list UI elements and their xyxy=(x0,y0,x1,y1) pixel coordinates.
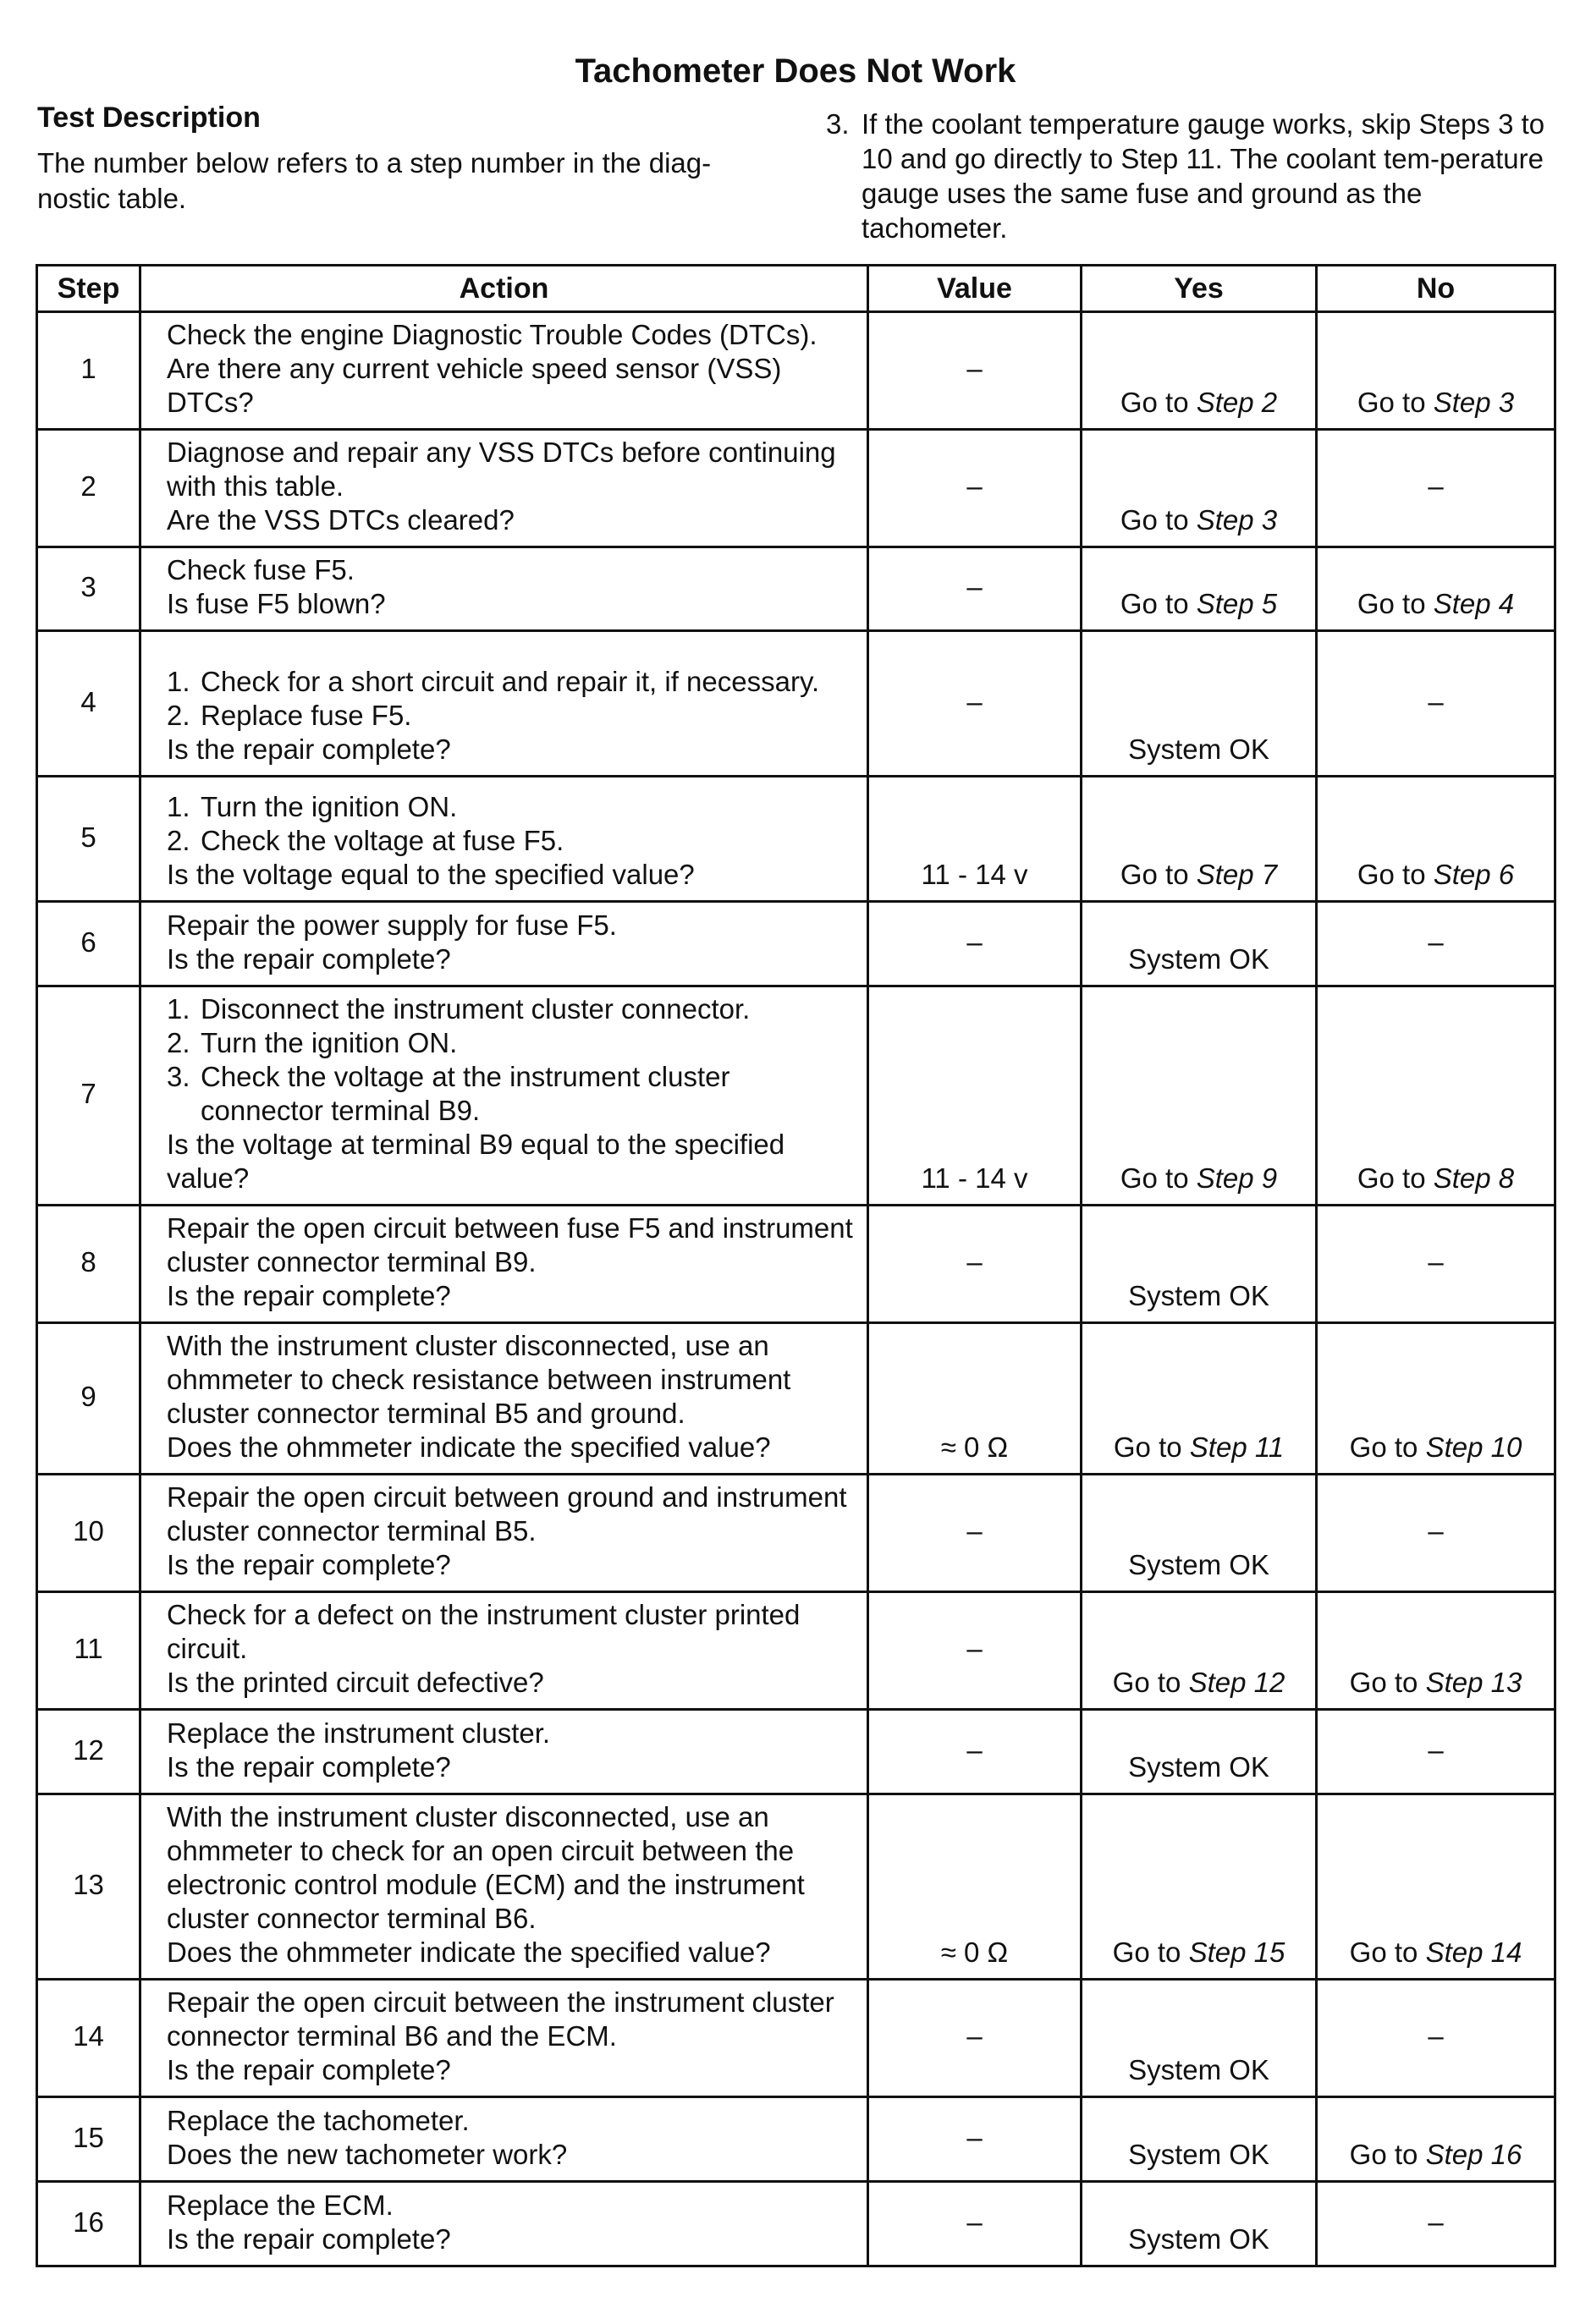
table-row xyxy=(37,1794,1555,1980)
action-line: Check for a defect on the instrument cluster printed circuit. xyxy=(167,1599,801,1664)
table-row xyxy=(37,547,1555,631)
yes-step-ref: Step 15 xyxy=(1188,1937,1285,1968)
header-step: Step xyxy=(37,266,140,312)
action-line: With the instrument cluster disconnected, use an ohmmeter to check for an open circuit between the electronic control module (ECM) and the instrument cluster connector terminal B6. xyxy=(167,1801,805,1934)
step-cell: 13 xyxy=(37,1794,140,1980)
no-text: – xyxy=(1428,2020,1444,2052)
test-description-text: The number below refers to a step number in the diag-nostic table. xyxy=(37,147,712,214)
no-cell xyxy=(1317,430,1555,547)
yes-text: Go to xyxy=(1112,1667,1181,1698)
action-line: Are there any current vehicle speed sensor (VSS) DTCs? xyxy=(167,353,782,418)
header-no: No xyxy=(1317,266,1555,312)
no-text: – xyxy=(1428,470,1444,502)
action-line: With the instrument cluster disconnected, use an ohmmeter to check resistance between instrument cluster connector terminal B5 and ground. xyxy=(167,1330,791,1429)
action-line: Is the repair complete? xyxy=(167,733,451,765)
no-text: Go to xyxy=(1349,2139,1418,2170)
action-list-number: 1. xyxy=(167,993,190,1025)
step-cell: 5 xyxy=(37,777,140,902)
table-row xyxy=(37,777,1555,902)
no-cell xyxy=(1317,777,1555,902)
step-cell: 7 xyxy=(37,986,140,1206)
yes-text: System OK xyxy=(1128,943,1269,975)
yes-cell xyxy=(1082,902,1317,986)
action-list-number: 2. xyxy=(167,825,190,856)
note-text: If the coolant temperature gauge works, skip Steps 3 to 10 and go directly to Step 11. The coolant tem-perature gauge uses the same fuse and ground as the tachometer. xyxy=(862,108,1545,244)
action-line: Repair the open circuit between the instrument cluster connector terminal B6 and the ECM. xyxy=(167,1986,834,2052)
action-line: Repair the power supply for fuse F5. xyxy=(167,909,617,941)
yes-text: Go to xyxy=(1120,859,1189,890)
yes-text: Go to xyxy=(1113,1431,1182,1463)
yes-text: System OK xyxy=(1128,1549,1269,1580)
action-line: Is the repair complete? xyxy=(167,2223,451,2255)
no-text: – xyxy=(1428,1733,1444,1766)
action-line: Are the VSS DTCs cleared? xyxy=(167,504,515,536)
yes-cell xyxy=(1082,1206,1317,1323)
value-cell: – xyxy=(868,631,1082,777)
no-cell xyxy=(1317,1980,1555,2097)
action-list-text: Check the voltage at the instrument cluster connector terminal B9. xyxy=(201,1061,730,1126)
no-step-ref: Step 8 xyxy=(1433,1162,1515,1194)
no-cell xyxy=(1317,1592,1555,1710)
table-row xyxy=(37,631,1555,777)
action-list-item xyxy=(167,665,855,699)
yes-text: System OK xyxy=(1128,1751,1269,1783)
value-cell: 11 - 14 v xyxy=(868,986,1082,1206)
action-line: Replace the tachometer. xyxy=(167,2105,470,2136)
action-list-text: Turn the ignition ON. xyxy=(201,1027,458,1058)
step-cell: 10 xyxy=(37,1475,140,1592)
table-row xyxy=(37,1710,1555,1794)
step-cell: 16 xyxy=(37,2182,140,2266)
action-list-item xyxy=(167,1060,855,1128)
action-line: Does the new tachometer work? xyxy=(167,2139,568,2170)
no-step-ref: Step 16 xyxy=(1425,2139,1522,2170)
action-line: Is the repair complete? xyxy=(167,1549,451,1580)
yes-cell xyxy=(1082,1710,1317,1794)
yes-text: System OK xyxy=(1128,2223,1269,2255)
value-cell: – xyxy=(868,1206,1082,1323)
no-text: Go to xyxy=(1357,387,1426,418)
action-list-item xyxy=(167,992,855,1026)
yes-cell xyxy=(1082,430,1317,547)
yes-text: Go to xyxy=(1120,504,1189,536)
no-text: Go to xyxy=(1349,1937,1418,1968)
table-row xyxy=(37,1323,1555,1475)
yes-cell xyxy=(1082,1794,1317,1980)
action-list-item xyxy=(167,1026,855,1060)
action-line: Check the engine Diagnostic Trouble Codes (DTCs). xyxy=(167,319,818,350)
value-cell: ≈ 0 Ω xyxy=(868,1323,1082,1475)
table-header-row xyxy=(37,266,1555,312)
action-list-number: 1. xyxy=(167,791,190,822)
action-cell xyxy=(140,1710,868,1794)
no-cell xyxy=(1317,631,1555,777)
no-cell xyxy=(1317,1206,1555,1323)
header-yes: Yes xyxy=(1082,266,1317,312)
value-cell: – xyxy=(868,1710,1082,1794)
table-row xyxy=(37,430,1555,547)
action-line: Is the repair complete? xyxy=(167,943,451,975)
test-description-heading: Test Description xyxy=(37,102,261,134)
yes-cell xyxy=(1082,1475,1317,1592)
yes-cell xyxy=(1082,1980,1317,2097)
action-line: Is the repair complete? xyxy=(167,1280,451,1311)
yes-step-ref: Step 11 xyxy=(1189,1431,1285,1463)
action-list-text: Check for a short circuit and repair it, if necessary. xyxy=(201,666,820,697)
yes-cell xyxy=(1082,986,1317,1206)
step-cell: 15 xyxy=(37,2097,140,2182)
action-cell xyxy=(140,1323,868,1475)
action-cell xyxy=(140,2097,868,2182)
yes-text: System OK xyxy=(1128,2139,1269,2170)
no-text: Go to xyxy=(1357,1162,1426,1194)
no-text: – xyxy=(1428,685,1444,717)
action-line: Is the printed circuit defective? xyxy=(167,1667,544,1698)
step-cell: 8 xyxy=(37,1206,140,1323)
action-cell xyxy=(140,902,868,986)
action-cell xyxy=(140,547,868,631)
no-cell xyxy=(1317,547,1555,631)
no-step-ref: Step 6 xyxy=(1433,859,1515,890)
action-line: Is the voltage equal to the specified value? xyxy=(167,859,695,890)
action-cell xyxy=(140,986,868,1206)
page-title: Tachometer Does Not Work xyxy=(575,52,1016,90)
table-row xyxy=(37,1475,1555,1592)
yes-cell xyxy=(1082,312,1317,430)
action-cell xyxy=(140,312,868,430)
diagnostic-table xyxy=(36,264,1556,2267)
action-list-item xyxy=(167,824,855,858)
step-cell: 4 xyxy=(37,631,140,777)
yes-step-ref: Step 9 xyxy=(1196,1162,1278,1194)
action-line: Is fuse F5 blown? xyxy=(167,588,386,619)
action-list-item xyxy=(167,699,855,733)
action-list-text: Disconnect the instrument cluster connector. xyxy=(201,993,751,1025)
value-cell: – xyxy=(868,2097,1082,2182)
no-text: – xyxy=(1428,926,1444,958)
table-row xyxy=(37,1206,1555,1323)
table-row xyxy=(37,312,1555,430)
note-number: 3. xyxy=(826,108,850,140)
value-cell: – xyxy=(868,547,1082,631)
step-cell: 12 xyxy=(37,1710,140,1794)
value-cell: – xyxy=(868,430,1082,547)
table-row xyxy=(37,1592,1555,1710)
value-cell: ≈ 0 Ω xyxy=(868,1794,1082,1980)
action-list-number: 3. xyxy=(167,1061,190,1092)
no-cell xyxy=(1317,312,1555,430)
yes-text: Go to xyxy=(1112,1937,1181,1968)
step-cell: 11 xyxy=(37,1592,140,1710)
no-text: Go to xyxy=(1349,1667,1418,1698)
action-list-number: 1. xyxy=(167,666,190,697)
action-cell xyxy=(140,2182,868,2266)
action-line: Repair the open circuit between fuse F5 and instrument cluster connector terminal B9. xyxy=(167,1212,853,1277)
action-line: Does the ohmmeter indicate the specified value? xyxy=(167,1431,771,1463)
yes-step-ref: Step 5 xyxy=(1196,588,1278,619)
value-cell: – xyxy=(868,1592,1082,1710)
no-step-ref: Step 13 xyxy=(1425,1667,1522,1698)
value-cell: 11 - 14 v xyxy=(868,777,1082,902)
no-step-ref: Step 14 xyxy=(1425,1937,1522,1968)
yes-text: System OK xyxy=(1128,2054,1269,2085)
yes-step-ref: Step 2 xyxy=(1196,387,1278,418)
action-line: Is the repair complete? xyxy=(167,2054,451,2085)
action-line: Is the repair complete? xyxy=(167,1751,451,1783)
note-paragraph xyxy=(826,107,1562,245)
action-cell xyxy=(140,1794,868,1980)
value-cell: – xyxy=(868,312,1082,430)
yes-cell xyxy=(1082,1323,1317,1475)
action-cell xyxy=(140,1475,868,1592)
action-cell xyxy=(140,777,868,902)
yes-cell xyxy=(1082,2182,1317,2266)
action-list-number: 2. xyxy=(167,1027,190,1058)
no-text: – xyxy=(1428,1246,1444,1277)
yes-text: Go to xyxy=(1120,588,1189,619)
action-list-text: Check the voltage at fuse F5. xyxy=(201,825,564,856)
value-cell: – xyxy=(868,1980,1082,2097)
table-row xyxy=(37,986,1555,1206)
no-text: Go to xyxy=(1357,588,1426,619)
action-line: Diagnose and repair any VSS DTCs before continuing with this table. xyxy=(167,437,836,502)
yes-cell xyxy=(1082,777,1317,902)
no-text: – xyxy=(1428,1515,1444,1547)
no-text: Go to xyxy=(1357,859,1426,890)
no-cell xyxy=(1317,1710,1555,1794)
header-action: Action xyxy=(140,266,868,312)
action-line: Check fuse F5. xyxy=(167,554,355,585)
yes-cell xyxy=(1082,547,1317,631)
action-list-item xyxy=(167,790,855,824)
step-cell: 3 xyxy=(37,547,140,631)
step-cell: 6 xyxy=(37,902,140,986)
action-cell xyxy=(140,1206,868,1323)
table-row xyxy=(37,2097,1555,2182)
action-cell xyxy=(140,631,868,777)
no-step-ref: Step 4 xyxy=(1433,588,1515,619)
yes-text: Go to xyxy=(1120,1162,1189,1194)
step-cell: 1 xyxy=(37,312,140,430)
step-cell: 14 xyxy=(37,1980,140,2097)
no-cell xyxy=(1317,2182,1555,2266)
value-cell: – xyxy=(868,2182,1082,2266)
step-cell: 9 xyxy=(37,1323,140,1475)
table-body xyxy=(37,312,1555,2266)
action-line: Does the ohmmeter indicate the specified value? xyxy=(167,1937,771,1968)
yes-text: System OK xyxy=(1128,1280,1269,1311)
action-list-text: Turn the ignition ON. xyxy=(201,791,458,822)
action-list-number: 2. xyxy=(167,700,190,731)
yes-cell xyxy=(1082,631,1317,777)
no-cell xyxy=(1317,2097,1555,2182)
action-cell xyxy=(140,1980,868,2097)
no-text: – xyxy=(1428,2206,1444,2238)
action-cell xyxy=(140,430,868,547)
action-cell xyxy=(140,1592,868,1710)
no-cell xyxy=(1317,1794,1555,1980)
yes-text: Go to xyxy=(1120,387,1189,418)
action-line: Replace the ECM. xyxy=(167,2189,394,2221)
action-list-text: Replace fuse F5. xyxy=(201,700,412,731)
no-step-ref: Step 3 xyxy=(1433,387,1515,418)
action-line: Is the voltage at terminal B9 equal to the specified value? xyxy=(167,1129,785,1194)
value-cell: – xyxy=(868,1475,1082,1592)
header-value: Value xyxy=(868,266,1082,312)
no-cell xyxy=(1317,902,1555,986)
no-cell xyxy=(1317,1323,1555,1475)
yes-step-ref: Step 3 xyxy=(1196,504,1278,536)
value-cell: – xyxy=(868,902,1082,986)
no-cell xyxy=(1317,986,1555,1206)
action-line: Repair the open circuit between ground and instrument cluster connector terminal B5. xyxy=(167,1481,847,1547)
yes-text: System OK xyxy=(1128,733,1269,765)
table-row xyxy=(37,902,1555,986)
yes-step-ref: Step 7 xyxy=(1196,859,1278,890)
no-text: Go to xyxy=(1349,1431,1418,1463)
no-step-ref: Step 10 xyxy=(1425,1431,1522,1463)
yes-cell xyxy=(1082,1592,1317,1710)
action-line: Replace the instrument cluster. xyxy=(167,1717,551,1749)
table-row xyxy=(37,2182,1555,2266)
yes-step-ref: Step 12 xyxy=(1188,1667,1285,1698)
step-cell: 2 xyxy=(37,430,140,547)
table-row xyxy=(37,1980,1555,2097)
no-cell xyxy=(1317,1475,1555,1592)
yes-cell xyxy=(1082,2097,1317,2182)
